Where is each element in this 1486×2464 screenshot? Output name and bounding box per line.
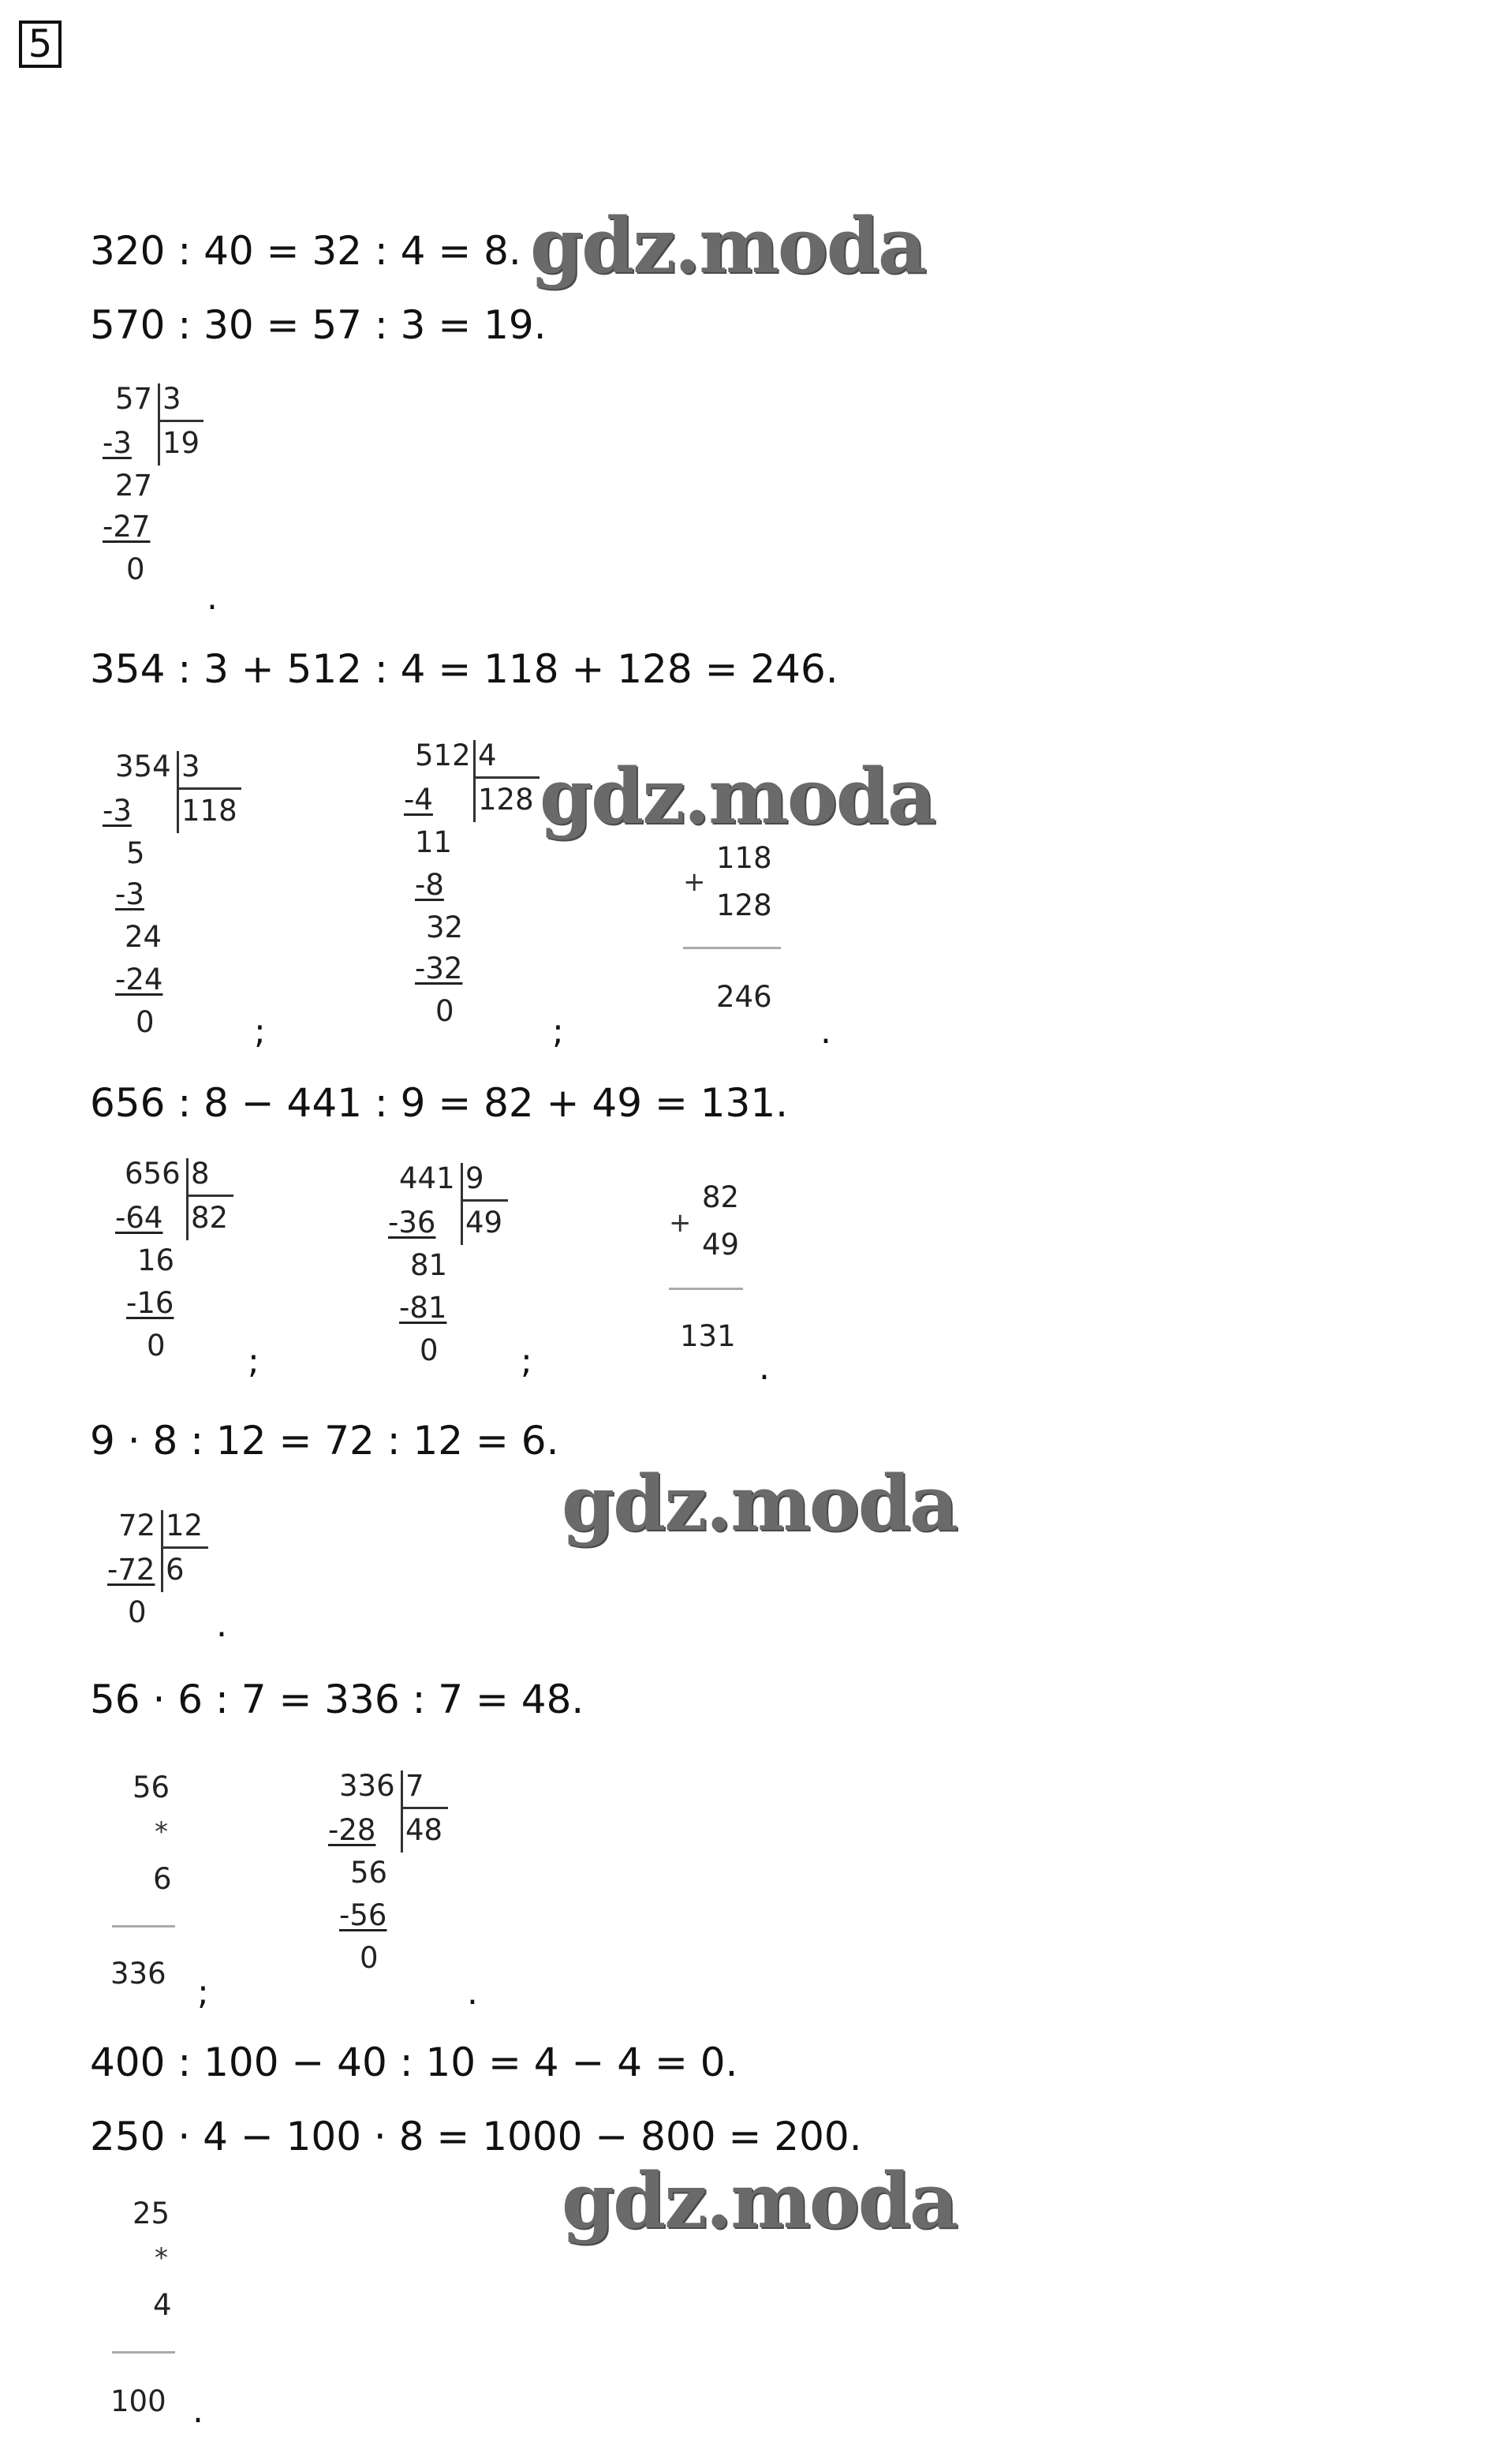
step: 5 (126, 836, 145, 870)
sum: 131 (680, 1319, 736, 1353)
addend: 118 (716, 841, 772, 875)
semicolon: ; (552, 1011, 564, 1052)
multiply-sign: * (155, 1816, 168, 1848)
equation-6: 56 · 6 : 7 = 336 : 7 = 48. (90, 1677, 584, 1722)
divisor: 12 (166, 1509, 203, 1542)
product: 336 (110, 1957, 166, 1991)
addend: 82 (702, 1180, 740, 1214)
divisor: 8 (191, 1157, 210, 1191)
step: -3 (103, 426, 132, 460)
period: . (759, 1348, 770, 1388)
factor: 56 (133, 1770, 170, 1804)
dividend: 656 (125, 1157, 181, 1191)
equation-7: 400 : 100 − 40 : 10 = 4 − 4 = 0. (90, 2040, 738, 2085)
step: -32 (415, 952, 463, 985)
remainder: 0 (126, 552, 145, 586)
step: -24 (115, 963, 163, 996)
semicolon: ; (521, 1341, 532, 1382)
step: -36 (388, 1206, 436, 1239)
step: -27 (103, 510, 151, 544)
step: 81 (410, 1248, 448, 1282)
factor: 25 (133, 2197, 170, 2230)
equation-8: 250 · 4 − 100 · 8 = 1000 − 800 = 200. (90, 2114, 862, 2159)
dividend: 57 (115, 382, 153, 416)
factor: 6 (153, 1862, 172, 1896)
period: . (216, 1605, 227, 1645)
step: -64 (115, 1201, 163, 1235)
equation-4: 656 : 8 − 441 : 9 = 82 + 49 = 131. (90, 1080, 789, 1126)
divisor: 4 (478, 738, 497, 772)
remainder: 0 (435, 994, 454, 1028)
watermark-2: gdz.moda (540, 752, 935, 841)
semicolon: ; (248, 1341, 259, 1382)
dividend: 336 (339, 1769, 395, 1803)
factor: 4 (153, 2288, 172, 2322)
task-number: 5 (19, 21, 62, 68)
step: 56 (350, 1856, 388, 1890)
product: 100 (110, 2384, 166, 2418)
quotient: 118 (181, 794, 237, 828)
plus-sign: + (669, 1207, 692, 1239)
watermark-1: gdz.moda (530, 201, 926, 290)
divisor: 3 (162, 382, 181, 416)
remainder: 0 (128, 1595, 147, 1629)
step: 32 (426, 910, 464, 944)
semicolon: ; (254, 1011, 266, 1052)
step: -56 (339, 1898, 387, 1932)
equation-1: 320 : 40 = 32 : 4 = 8. (90, 228, 521, 274)
quotient: 82 (191, 1201, 229, 1235)
addend: 49 (702, 1228, 740, 1262)
watermark-4: gdz.moda (562, 2156, 958, 2245)
period: . (192, 2391, 203, 2431)
divisor: 3 (181, 750, 200, 783)
step: -72 (107, 1553, 155, 1587)
step: 27 (115, 469, 153, 503)
multiply-sign: * (155, 2242, 168, 2274)
quotient: 48 (405, 1813, 443, 1847)
divisor: 9 (465, 1161, 484, 1195)
remainder: 0 (136, 1005, 155, 1039)
step: 24 (125, 920, 162, 954)
step: -28 (328, 1813, 376, 1847)
step: -16 (126, 1286, 174, 1320)
sum: 246 (716, 980, 772, 1014)
semicolon: ; (197, 1972, 209, 2013)
divisor: 7 (405, 1769, 424, 1803)
watermark-3: gdz.moda (562, 1459, 958, 1548)
step: 16 (137, 1243, 175, 1277)
period: . (467, 1972, 478, 2013)
dividend: 441 (399, 1161, 455, 1195)
dividend: 72 (118, 1509, 156, 1542)
step: 11 (415, 825, 453, 859)
quotient: 128 (478, 783, 534, 817)
step: -81 (399, 1291, 447, 1325)
period: . (207, 578, 218, 618)
equation-2: 570 : 30 = 57 : 3 = 19. (90, 302, 547, 348)
addend: 128 (716, 888, 772, 922)
remainder: 0 (360, 1941, 379, 1975)
step: -3 (103, 794, 132, 828)
step: -4 (404, 783, 433, 817)
step: -3 (115, 877, 144, 911)
quotient: 6 (166, 1553, 185, 1587)
plus-sign: + (683, 866, 706, 898)
equation-5: 9 · 8 : 12 = 72 : 12 = 6. (90, 1418, 559, 1464)
quotient: 19 (162, 426, 200, 460)
equation-3: 354 : 3 + 512 : 4 = 118 + 128 = 246. (90, 646, 838, 692)
quotient: 49 (465, 1206, 503, 1239)
remainder: 0 (420, 1333, 439, 1367)
period: . (820, 1011, 831, 1052)
dividend: 354 (115, 750, 171, 783)
step: -8 (415, 868, 444, 902)
remainder: 0 (147, 1329, 166, 1363)
dividend: 512 (415, 738, 471, 772)
